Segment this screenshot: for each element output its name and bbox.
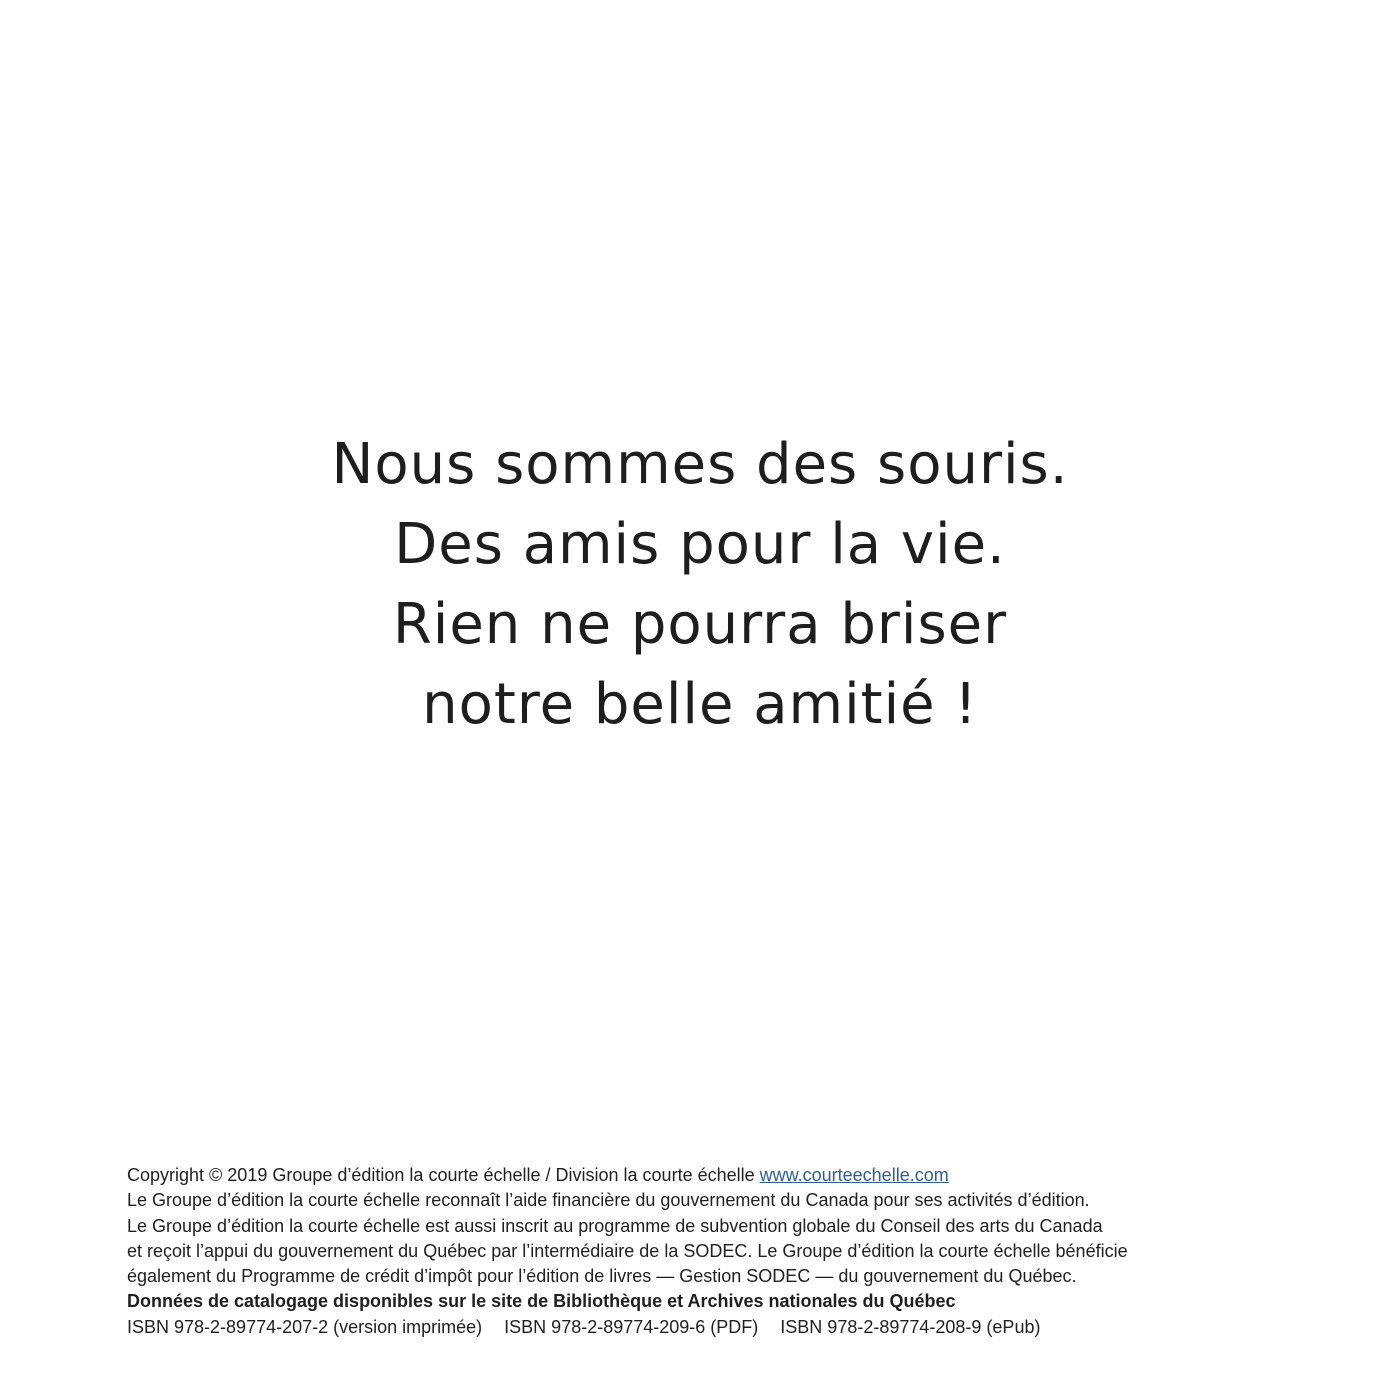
poem-line: Nous sommes des souris. xyxy=(331,432,1069,497)
poem-line: Rien ne pourra briser xyxy=(392,592,1008,657)
website-link[interactable]: www.courteechelle.com xyxy=(759,1165,949,1185)
copyright-text: Copyright © 2019 Groupe d’édition la courte échelle / Division la courte échelle xyxy=(127,1165,760,1185)
poem-line: notre belle amitié ! xyxy=(422,672,978,737)
funding-line: également du Programme de crédit d’impôt pour l’édition de livres — Gestion SODEC — du gouvernement du Québec. xyxy=(127,1266,1077,1287)
isbn-pdf: ISBN 978-2-89774-209-6 (PDF) xyxy=(504,1316,759,1337)
poem-text-block xyxy=(0,425,1400,745)
isbn-print: ISBN 978-2-89774-207-2 (version imprimée) xyxy=(127,1316,483,1337)
funding-line: et reçoit l’appui du gouvernement du Québec par l’intermédiaire de la SODEC. Le Groupe d’édition la courte échelle bénéficie xyxy=(127,1240,1128,1261)
isbn-epub: ISBN 978-2-89774-208-9 (ePub) xyxy=(780,1316,1041,1337)
catalog-note: Données de catalogage disponibles sur le site de Bibliothèque et Archives nationales du Québec xyxy=(127,1291,956,1312)
isbn-line xyxy=(127,1315,1287,1340)
poem-line: Des amis pour la vie. xyxy=(394,512,1006,577)
funding-line: Le Groupe d’édition la courte échelle reconnaît l’aide financière du gouvernement du Canada pour ses activités d’édition. xyxy=(127,1190,1090,1211)
colophon xyxy=(127,1163,1287,1340)
copyright-line xyxy=(127,1163,1287,1188)
funding-line: Le Groupe d’édition la courte échelle est aussi inscrit au programme de subvention globale du Conseil des arts du Canada xyxy=(127,1215,1103,1236)
